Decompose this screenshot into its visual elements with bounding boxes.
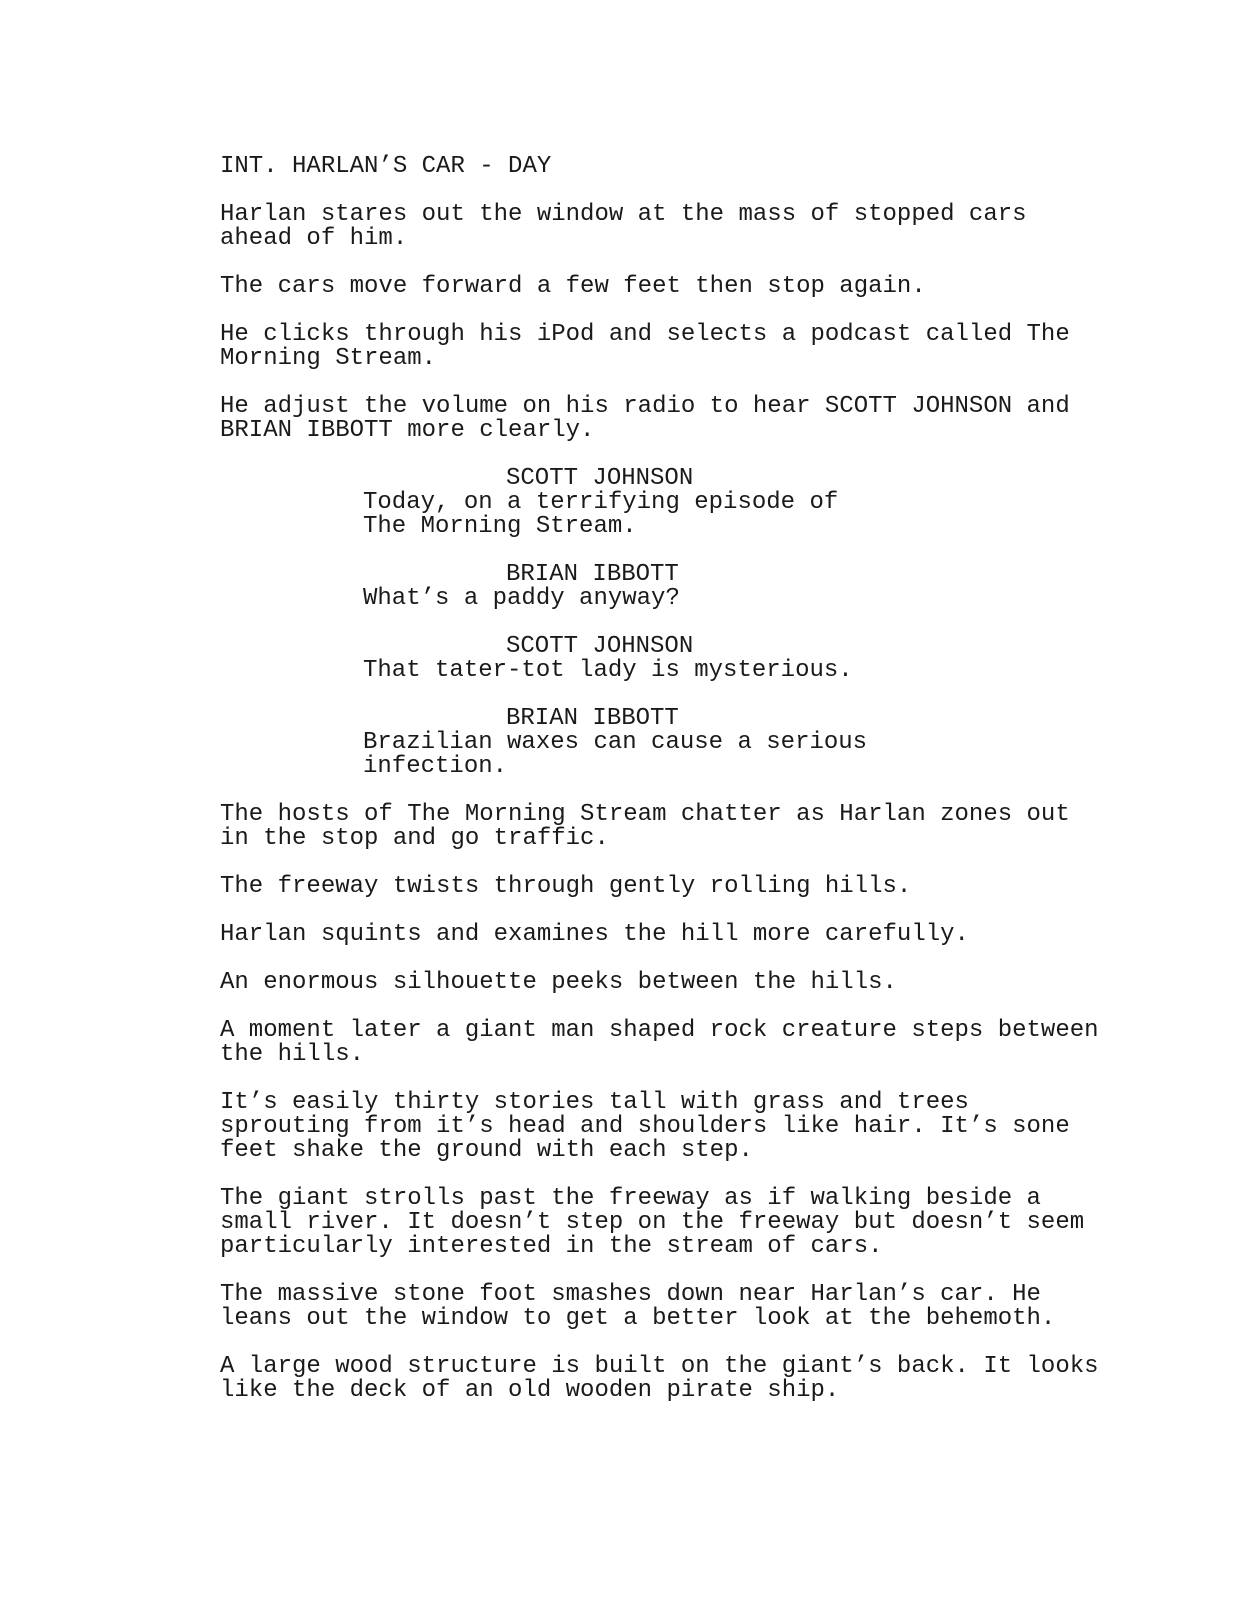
blank-line <box>220 995 1120 1019</box>
action-paragraph <box>220 875 1120 899</box>
action-line: The hosts of The Morning Stream chatter as Harlan zones out <box>220 801 1070 828</box>
action-paragraph <box>220 803 1120 851</box>
dialogue-line: The Morning Stream. <box>363 513 637 540</box>
action-paragraph <box>220 395 1120 443</box>
dialogue-line: Brazilian waxes can cause a serious <box>363 729 868 756</box>
character-name: BRIAN IBBOTT <box>506 705 679 732</box>
blank-line <box>220 947 1120 971</box>
action-line: Morning Stream. <box>220 345 437 372</box>
action-line: the hills. <box>220 1041 365 1068</box>
blank-line <box>220 899 1120 923</box>
action-line: leans out the window to get a better look at the behemoth. <box>220 1305 1056 1332</box>
action-line: ahead of him. <box>220 225 408 252</box>
blank-line <box>220 1331 1120 1355</box>
blank-line <box>220 179 1120 203</box>
action-line: The giant strolls past the freeway as if walking beside a <box>220 1185 1041 1212</box>
action-line: small river. It doesn’t step on the freeway but doesn’t seem <box>220 1209 1085 1236</box>
action-line: The cars move forward a few feet then stop again. <box>220 273 926 300</box>
action-line: A large wood structure is built on the giant’s back. It looks <box>220 1353 1099 1380</box>
action-line: like the deck of an old wooden pirate ship. <box>220 1377 840 1404</box>
action-line: BRIAN IBBOTT more clearly. <box>220 417 595 444</box>
dialogue-block <box>363 563 1120 611</box>
dialogue-line: infection. <box>363 753 508 780</box>
action-line: sprouting from it’s head and shoulders like hair. It’s sone <box>220 1113 1070 1140</box>
dialogue-line: That tater-tot lady is mysterious. <box>363 657 853 684</box>
action-line: Harlan stares out the window at the mass of stopped cars <box>220 201 1027 228</box>
blank-line <box>220 299 1120 323</box>
character-name: SCOTT JOHNSON <box>506 633 694 660</box>
blank-line <box>220 539 1120 563</box>
character-name: BRIAN IBBOTT <box>506 561 679 588</box>
dialogue-line: Today, on a terrifying episode of <box>363 489 839 516</box>
action-paragraph <box>220 1187 1120 1259</box>
action-line: A moment later a giant man shaped rock creature steps between <box>220 1017 1099 1044</box>
action-paragraph <box>220 203 1120 251</box>
screenplay-body <box>220 155 1120 1403</box>
blank-line <box>220 851 1120 875</box>
blank-line <box>220 443 1120 467</box>
blank-line <box>220 683 1120 707</box>
action-paragraph <box>220 323 1120 371</box>
character-name: SCOTT JOHNSON <box>506 465 694 492</box>
action-paragraph <box>220 1355 1120 1403</box>
dialogue-line: What’s a paddy anyway? <box>363 585 680 612</box>
blank-line <box>220 1067 1120 1091</box>
action-line: He clicks through his iPod and selects a podcast called The <box>220 321 1070 348</box>
blank-line <box>220 611 1120 635</box>
blank-line <box>220 1163 1120 1187</box>
dialogue-block <box>363 467 1120 539</box>
blank-line <box>220 251 1120 275</box>
action-line: It’s easily thirty stories tall with grass and trees <box>220 1089 969 1116</box>
action-paragraph <box>220 1019 1120 1067</box>
action-paragraph <box>220 1283 1120 1331</box>
action-line: The massive stone foot smashes down near Harlan’s car. He <box>220 1281 1041 1308</box>
action-paragraph <box>220 923 1120 947</box>
action-paragraph <box>220 275 1120 299</box>
scene-heading: INT. HARLAN’S CAR - DAY <box>220 153 552 180</box>
action-paragraph <box>220 1091 1120 1163</box>
action-line: feet shake the ground with each step. <box>220 1137 753 1164</box>
action-line: He adjust the volume on his radio to hear SCOTT JOHNSON and <box>220 393 1070 420</box>
action-line: Harlan squints and examines the hill more carefully. <box>220 921 969 948</box>
action-paragraph <box>220 971 1120 995</box>
dialogue-block <box>363 635 1120 683</box>
action-line: particularly interested in the stream of cars. <box>220 1233 883 1260</box>
action-line: in the stop and go traffic. <box>220 825 609 852</box>
blank-line <box>220 1259 1120 1283</box>
blank-line <box>220 779 1120 803</box>
action-line: An enormous silhouette peeks between the hills. <box>220 969 897 996</box>
dialogue-block <box>363 707 1120 779</box>
blank-line <box>220 371 1120 395</box>
action-line: The freeway twists through gently rolling hills. <box>220 873 912 900</box>
